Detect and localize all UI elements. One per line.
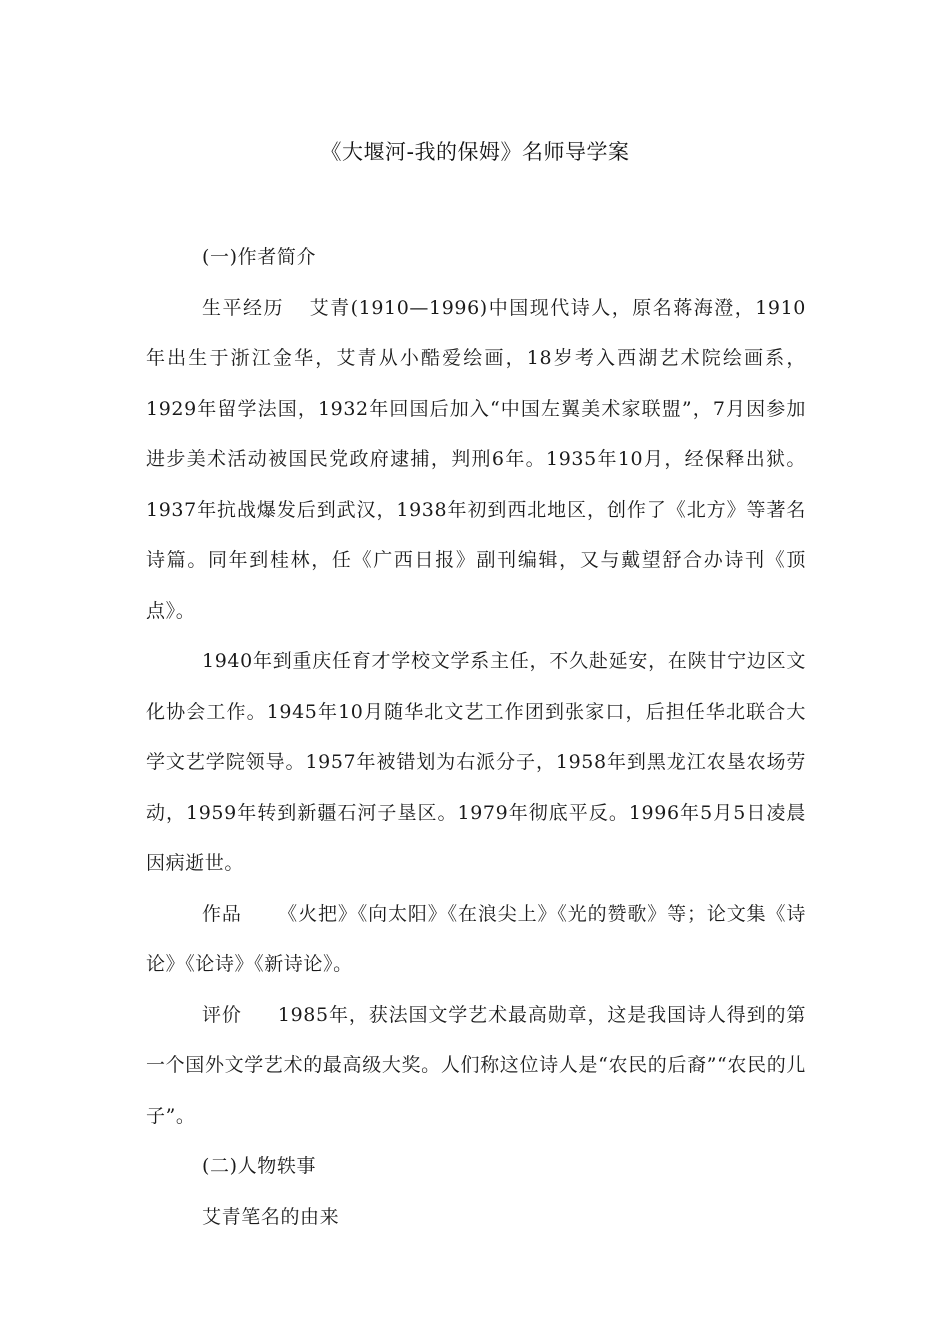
document-body bbox=[146, 232, 806, 1242]
evaluation-label: 评价 bbox=[202, 1003, 242, 1026]
paragraph-works bbox=[146, 889, 806, 990]
paragraph-evaluation bbox=[146, 990, 806, 1142]
section-heading-author bbox=[146, 232, 806, 283]
life-text: 艾青(1910—1996)中国现代诗人，原名蒋海澄，1910年出生于浙江金华，艾青从小酷爱绘画，18岁考入西湖艺术院绘画系，1929年留学法国，1932年回国后加入“中国左翼美术家联盟”，7月因参加进步美术活动被国民党政府逮捕，判刑6年。1935年10月，经保释出狱。1937年抗战爆发后到武汉，1938年初到西北地区，创作了《北方》等著名诗篇。同年到桂林，任《广西日报》副刊编辑，又与戴望舒合办诗刊《顶点》。 bbox=[146, 296, 806, 622]
document-title: 《大堰河-我的保姆》名师导学案 bbox=[320, 140, 630, 164]
anecdote-heading bbox=[146, 1192, 806, 1243]
paragraph-life bbox=[146, 283, 806, 637]
section-heading-text: (二)人物轶事 bbox=[202, 1155, 317, 1177]
life-continued-text: 1940年到重庆任育才学校文学系主任，不久赴延安，在陕甘宁边区文化协会工作。1945年10月随华北文艺工作团到张家口，后担任华北联合大学文艺学院领导。1957年被错划为右派分子，1958年到黑龙江农垦农场劳动，1959年转到新疆石河子垦区。1979年彻底平反。1996年5月5日凌晨因病逝世。 bbox=[146, 650, 806, 874]
paragraph-life-continued bbox=[146, 636, 806, 889]
evaluation-text: 1985年，获法国文学艺术最高勋章，这是我国诗人得到的第一个国外文学艺术的最高级大奖。人们称这位诗人是“农民的后裔”“农民的儿子”。 bbox=[146, 1003, 806, 1127]
section-heading-anecdotes bbox=[146, 1141, 806, 1192]
life-label: 生平经历 bbox=[202, 296, 285, 319]
works-text: 《火把》《向太阳》《在浪尖上》《光的赞歌》等；论文集《诗论》《论诗》《新诗论》。 bbox=[146, 902, 806, 975]
anecdote-heading-text: 艾青笔名的由来 bbox=[202, 1205, 340, 1228]
section-heading-text: (一)作者简介 bbox=[202, 246, 317, 268]
works-label: 作品 bbox=[202, 902, 242, 925]
